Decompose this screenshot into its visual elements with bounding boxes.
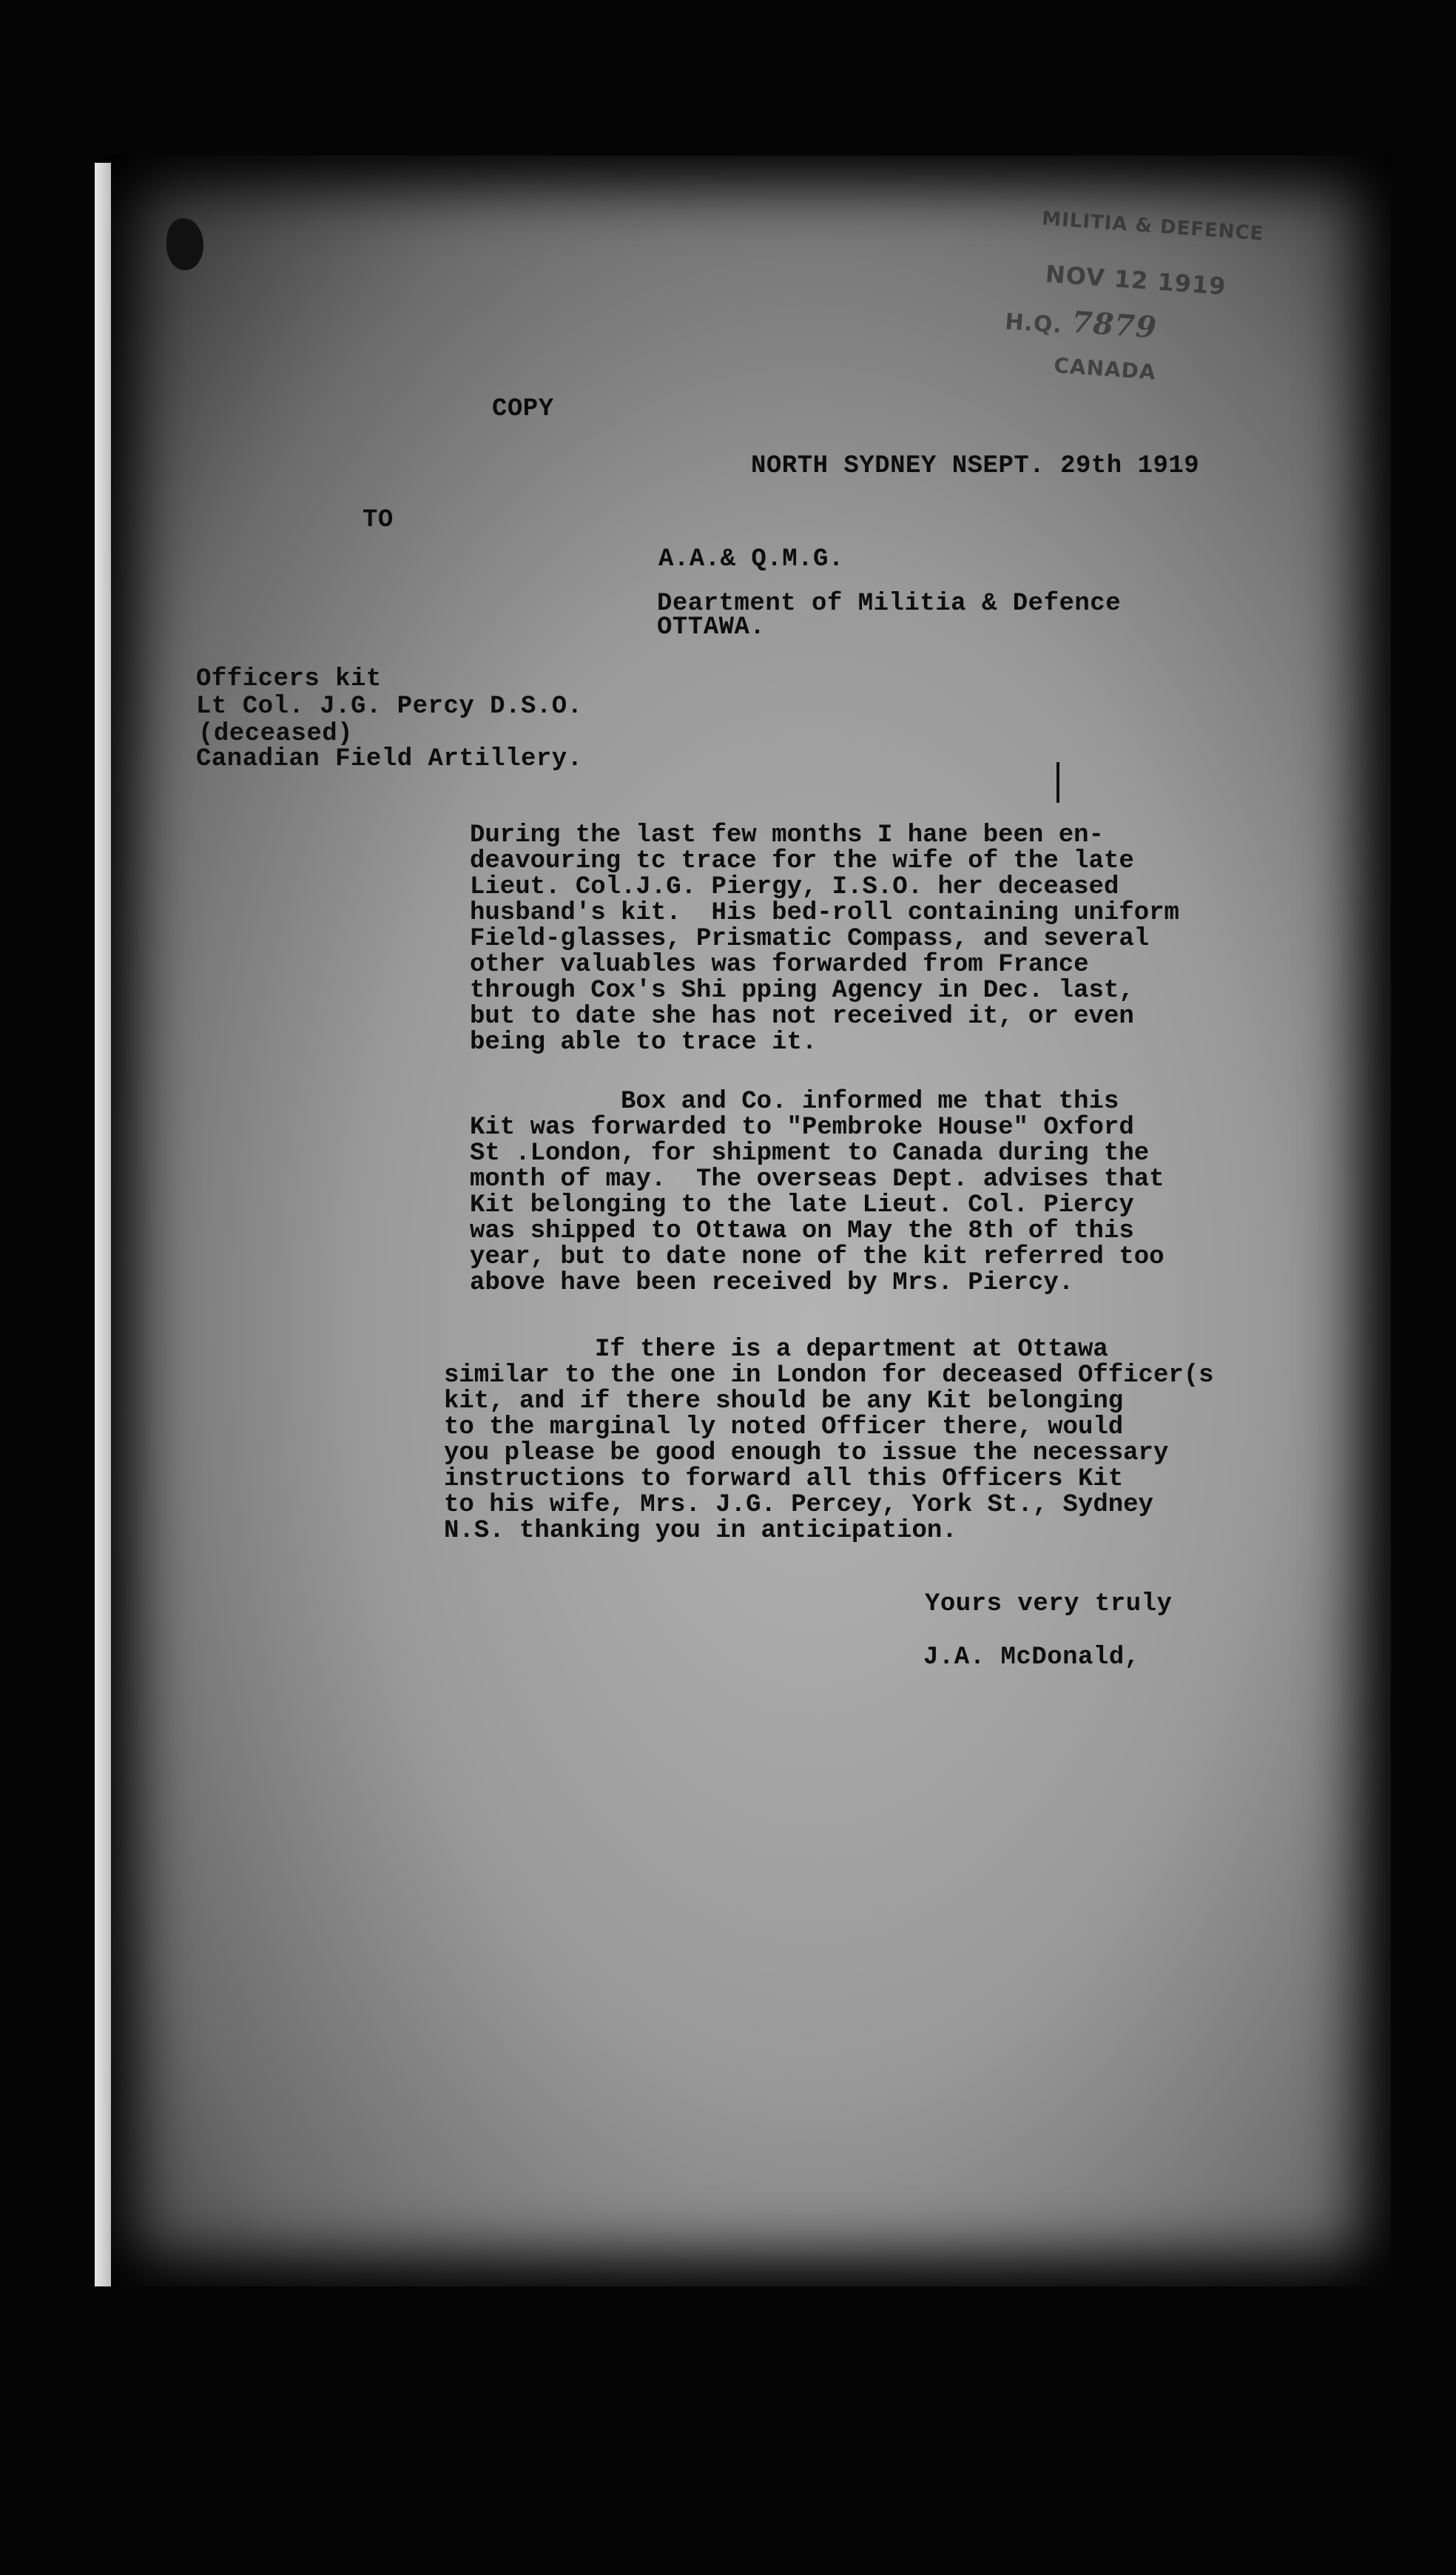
subject-line: (deceased) [198,720,354,748]
subject-line: Officers kit [196,665,382,693]
addressee-line: A.A.& Q.M.G. [658,545,844,573]
stamp-line: MILITIA & DEFENCE [1041,207,1265,246]
body-line: to the marginal ly noted Officer there, would [444,1413,1124,1441]
body-line: to his wife, Mrs. J.G. Percey, York St., Sydney [444,1491,1153,1519]
stamp-line: CANADA [1053,353,1157,385]
subject-line: Canadian Field Artillery. [196,745,583,773]
body-line: Lieut. Col.J.G. Piergy, I.S.O. her deceased [470,873,1119,901]
body-line: year, but to date none of the kit referred too [470,1243,1165,1271]
body-line: similar to the one in London for deceased Officer(s [444,1361,1214,1390]
addressee-line: OTTAWA. [657,613,766,642]
body-line: other valuables was forwarded from France [470,951,1089,979]
body-line: Field-glasses, Prismatic Compass, and several [470,925,1150,953]
body-line: but to date she has not received it, or even [470,1003,1134,1031]
stamp-date: NOV 12 1919 [1044,260,1227,301]
place-date: NORTH SYDNEY NSEPT. 29th 1919 [751,452,1200,480]
punch-hole [166,218,203,270]
body-line: instructions to forward all this Officers Kit [444,1465,1124,1493]
to-label: TO [363,506,394,534]
copy-label: COPY [492,395,554,423]
body-line: Kit belonging to the late Lieut. Col. Piercy [470,1191,1134,1219]
addressee-line: Deartment of Militia & Defence [657,590,1122,618]
stamp-number: 7879 [1071,304,1159,346]
closing-salutation: Yours very truly [925,1590,1173,1618]
stamp-line: H.Q. [1004,309,1063,339]
body-line: St .London, for shipment to Canada during the [470,1140,1150,1168]
body-line: you please be good enough to issue the necessary [444,1439,1169,1467]
body-line: through Cox's Shi pping Agency in Dec. last, [470,977,1134,1005]
body-line: being able to trace it. [470,1029,818,1057]
received-stamp [985,204,1293,417]
margin-mark [1056,762,1059,803]
body-line: kit, and if there should be any Kit belonging [444,1387,1124,1416]
body-line: husband's kit. His bed-roll containing uniform [470,899,1179,927]
body-line: During the last few months I hane been en- [470,821,1104,849]
body-line: deavouring tc trace for the wife of the late [470,847,1134,875]
signature: J.A. McDonald, [923,1643,1140,1672]
body-line: was shipped to Ottawa on May the 8th of this [470,1217,1134,1245]
page-edge [95,163,111,2286]
body-line: If there is a department at Ottawa [444,1336,1108,1364]
subject-line: Lt Col. J.G. Percy D.S.O. [196,693,583,721]
body-line: Box and Co. informed me that this [470,1088,1119,1116]
body-line: N.S. thanking you in anticipation. [444,1517,957,1545]
body-line: above have been received by Mrs. Piercy. [470,1269,1074,1297]
body-line: month of may. The overseas Dept. advises that [470,1165,1165,1194]
body-line: Kit was forwarded to "Pembroke House" Oxford [470,1114,1134,1142]
